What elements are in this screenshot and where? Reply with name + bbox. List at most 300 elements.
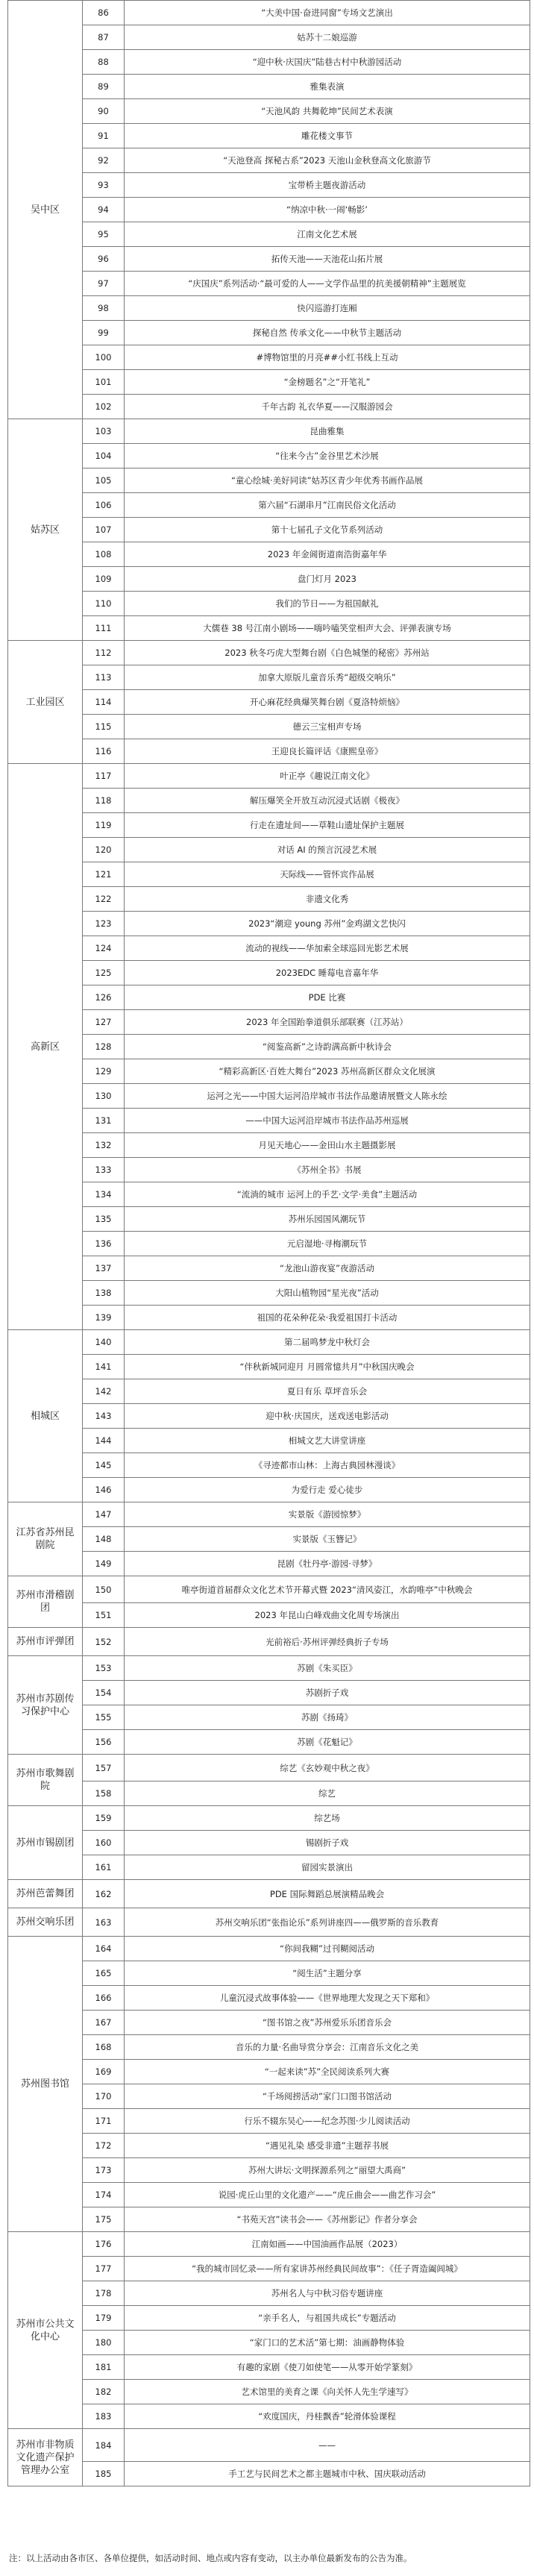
- activity-name: 为爱行走 爱心徒步: [125, 1478, 530, 1502]
- row-number: 91: [83, 124, 125, 148]
- row-number: 150: [83, 1576, 125, 1603]
- table-row: [8, 272, 530, 296]
- row-number: 155: [83, 1705, 125, 1730]
- row-number: 156: [83, 1730, 125, 1755]
- activity-name: 大儒巷 38 号江南小剧场——嗨吟嗑笑堂相声大会、评弹表演专场: [125, 616, 530, 641]
- table-row: [8, 198, 530, 222]
- activity-name: 2023 年全国跆拳道俱乐部联赛（江苏站）: [125, 1010, 530, 1035]
- activity-name: 雕花楼文事节: [125, 124, 530, 148]
- table-row: [8, 1961, 530, 1986]
- row-number: 119: [83, 813, 125, 838]
- activity-name: 元启湿地·寻梅潮玩节: [125, 1232, 530, 1256]
- table-row: [8, 739, 530, 764]
- row-number: 159: [83, 1806, 125, 1831]
- row-number: 111: [83, 616, 125, 641]
- activity-name: “欢度国庆，丹桂飘香”轮滑体验课程: [125, 2404, 530, 2429]
- activity-name: #博物馆里的月亮##小红书线上互动: [125, 345, 530, 370]
- row-number: 172: [83, 2134, 125, 2158]
- activity-name: 苏剧《朱买臣》: [125, 1656, 530, 1681]
- footnote: 注：以上活动由各市区、各单位提供，如活动时间、地点或内容有变动，以主办单位最新发布的公告为准。: [9, 2553, 412, 2563]
- row-number: 95: [83, 222, 125, 247]
- activity-name: 《寻迹都市山林：上海古典园林漫谈》: [125, 1453, 530, 1478]
- activity-name: 加拿大原版儿童音乐秀“超级交响乐”: [125, 665, 530, 690]
- district-cell: 苏州市公共文化中心: [8, 2232, 83, 2429]
- activity-name: “一起来读”苏”全民阅读系列大赛: [125, 2060, 530, 2084]
- row-number: 127: [83, 1010, 125, 1035]
- row-number: 117: [83, 764, 125, 789]
- activity-name: “童心绘城·美好同读”姑苏区青少年优秀书画作品展: [125, 468, 530, 493]
- activity-name: “龙池山游夜宴”夜游活动: [125, 1256, 530, 1281]
- row-number: 96: [83, 247, 125, 272]
- table-row: [8, 1755, 530, 1781]
- row-number: 131: [83, 1109, 125, 1133]
- table-row: [8, 1527, 530, 1552]
- table-row: [8, 1831, 530, 1855]
- table-row: [8, 99, 530, 124]
- row-number: 101: [83, 370, 125, 395]
- table-row: [8, 1937, 530, 1961]
- table-row: [8, 1656, 530, 1681]
- activity-name: 开心麻花经典爆笑舞台剧《夏洛特烦恼》: [125, 690, 530, 715]
- row-number: 146: [83, 1478, 125, 1502]
- activity-name: 实景版《游园惊梦》: [125, 1502, 530, 1527]
- table-row: [8, 616, 530, 641]
- row-number: 176: [83, 2232, 125, 2257]
- table-row: [8, 1355, 530, 1379]
- table-row: [8, 1404, 530, 1429]
- row-number: 104: [83, 444, 125, 468]
- row-number: 139: [83, 1306, 125, 1330]
- activity-name: 有趣的家剧《使刀如使笔——从零开始学篆刻》: [125, 2355, 530, 2380]
- row-number: 154: [83, 1681, 125, 1705]
- activity-name: 运河之光——中国大运河沿岸城市书法作品邀请展暨文人陈永绘: [125, 1084, 530, 1109]
- row-number: 158: [83, 1781, 125, 1806]
- table-row: [8, 2011, 530, 2035]
- table-row: [8, 1330, 530, 1355]
- table-row: [8, 50, 530, 75]
- activity-name: “庆国庆”系列活动·“最可爱的人——文学作品里的抗美援朝精神”主题展览: [125, 272, 530, 296]
- row-number: 103: [83, 419, 125, 444]
- events-document: [7, 0, 530, 2486]
- activity-name: “纳凉中秋·一闹‘畅影’: [125, 198, 530, 222]
- row-number: 143: [83, 1404, 125, 1429]
- table-row: [8, 862, 530, 887]
- activity-name: 第二届鸣梦龙中秋灯会: [125, 1330, 530, 1355]
- activity-name: 苏州交响乐团“张指论乐”系列讲座四——俄罗斯的音乐教育: [125, 1908, 530, 1937]
- table-row: [8, 1806, 530, 1831]
- row-number: 161: [83, 1855, 125, 1880]
- activity-name: PDE 国际舞蹈总展演精品晚会: [125, 1880, 530, 1908]
- row-number: 109: [83, 567, 125, 592]
- table-row: [8, 1730, 530, 1755]
- activity-name: 千年古韵 礼衣华夏——汉服游园会: [125, 395, 530, 419]
- activity-name: 锡剧折子戏: [125, 1831, 530, 1855]
- district-cell: 苏州市评弹团: [8, 1628, 83, 1656]
- activity-name: 留园实景演出: [125, 1855, 530, 1880]
- row-number: 94: [83, 198, 125, 222]
- row-number: 97: [83, 272, 125, 296]
- table-row: [8, 961, 530, 985]
- table-row: [8, 1010, 530, 1035]
- activity-name: 说园·虎丘山里的文化遗产——“虎丘曲会——曲艺作习会”: [125, 2183, 530, 2207]
- district-cell: 苏州芭蕾舞团: [8, 1880, 83, 1908]
- activity-name: 王迎良长篇评话《康熙皇帝》: [125, 739, 530, 764]
- table-row: [8, 2380, 530, 2404]
- table-row: [8, 75, 530, 99]
- activity-name: 姑苏十二娘巡游: [125, 25, 530, 50]
- table-row: [8, 1908, 530, 1937]
- table-row: [8, 493, 530, 518]
- district-cell: 苏州图书馆: [8, 1937, 83, 2232]
- row-number: 90: [83, 99, 125, 124]
- activity-name: “往来今古”金谷里艺术沙展: [125, 444, 530, 468]
- row-number: 87: [83, 25, 125, 50]
- activity-name: “流淌的城市 运河上的手艺·文学·美食”主题活动: [125, 1182, 530, 1207]
- table-row: [8, 370, 530, 395]
- activity-name: 我们的节日——为祖国献礼: [125, 592, 530, 616]
- activity-name: ——: [125, 2429, 530, 2462]
- row-number: 113: [83, 665, 125, 690]
- activity-name: 对话 AI 的预言沉浸艺术展: [125, 838, 530, 862]
- activity-name: “千场阅捞活动”家门口图书馆活动: [125, 2084, 530, 2109]
- activity-name: “迎中秋·庆国庆”陆巷古村中秋游园活动: [125, 50, 530, 75]
- row-number: 164: [83, 1937, 125, 1961]
- activity-name: 手工艺与民间艺术之都主题城市中秋、国庆联动活动: [125, 2462, 530, 2486]
- table-row: [8, 1478, 530, 1502]
- table-row: [8, 715, 530, 739]
- row-number: 177: [83, 2257, 125, 2281]
- table-row: [8, 444, 530, 468]
- activity-name: 探秘自然 传承文化——中秋节主题活动: [125, 321, 530, 345]
- district-cell: 苏州市非物质文化遗产保护管理办公室: [8, 2429, 83, 2486]
- table-row: [8, 296, 530, 321]
- table-row: [8, 1855, 530, 1880]
- table-row: [8, 2355, 530, 2380]
- activity-name: “伴秋新城同迎月 月圆常憶共月”中秋国庆晚会: [125, 1355, 530, 1379]
- row-number: 125: [83, 961, 125, 985]
- table-row: [8, 1, 530, 25]
- table-row: [8, 222, 530, 247]
- district-cell: 江苏省苏州昆剧院: [8, 1502, 83, 1576]
- table-row: [8, 1880, 530, 1908]
- table-row: [8, 1158, 530, 1182]
- table-row: [8, 936, 530, 961]
- row-number: 107: [83, 518, 125, 542]
- district-cell: 苏州市苏剧传习保护中心: [8, 1656, 83, 1755]
- table-row: [8, 985, 530, 1010]
- table-row: [8, 2331, 530, 2355]
- activity-name: “家门口的艺术活”第七期：油画静物体验: [125, 2331, 530, 2355]
- row-number: 93: [83, 173, 125, 198]
- activity-name: 祖国的花朵种花朵·我爱祖国打卡活动: [125, 1306, 530, 1330]
- activity-name: 解压爆笑全开放互动沉浸式话剧《极夜》: [125, 789, 530, 813]
- table-row: [8, 2281, 530, 2306]
- table-row: [8, 2084, 530, 2109]
- row-number: 135: [83, 1207, 125, 1232]
- row-number: 181: [83, 2355, 125, 2380]
- table-row: [8, 124, 530, 148]
- table-row: [8, 690, 530, 715]
- activity-name: “天池登高 探秘古系”2023 天池山金秋登高文化旅游节: [125, 148, 530, 173]
- row-number: 157: [83, 1755, 125, 1781]
- row-number: 173: [83, 2158, 125, 2183]
- activity-name: “天池风韵 共舞乾坤”民间艺术表演: [125, 99, 530, 124]
- row-number: 142: [83, 1379, 125, 1404]
- activity-name: 儿童沉浸式故事体验——《世界地理大发现之天下郑和》: [125, 1986, 530, 2011]
- table-row: [8, 1281, 530, 1306]
- table-row: [8, 345, 530, 370]
- activity-name: 第十七届孔子文化节系列活动: [125, 518, 530, 542]
- table-row: [8, 1429, 530, 1453]
- row-number: 147: [83, 1502, 125, 1527]
- table-row: [8, 665, 530, 690]
- row-number: 165: [83, 1961, 125, 1986]
- activity-name: “书苑天宫”读书会——《苏州影记》作者分享会: [125, 2207, 530, 2232]
- row-number: 167: [83, 2011, 125, 2035]
- row-number: 108: [83, 542, 125, 567]
- district-cell: 高新区: [8, 764, 83, 1330]
- row-number: 174: [83, 2183, 125, 2207]
- table-row: [8, 1628, 530, 1656]
- activity-name: 昆曲雅集: [125, 419, 530, 444]
- district-cell: 苏州市锡剧团: [8, 1806, 83, 1880]
- table-row: [8, 1182, 530, 1207]
- row-number: 162: [83, 1880, 125, 1908]
- row-number: 105: [83, 468, 125, 493]
- table-row: [8, 2060, 530, 2084]
- row-number: 168: [83, 2035, 125, 2060]
- table-row: [8, 148, 530, 173]
- activity-name: 综艺: [125, 1781, 530, 1806]
- row-number: 92: [83, 148, 125, 173]
- activity-name: 雅集表演: [125, 75, 530, 99]
- row-number: 137: [83, 1256, 125, 1281]
- row-number: 134: [83, 1182, 125, 1207]
- activity-name: PDE 比赛: [125, 985, 530, 1010]
- activity-name: 苏剧折子戏: [125, 1681, 530, 1705]
- activity-name: 相城文艺大讲堂讲座: [125, 1429, 530, 1453]
- row-number: 112: [83, 641, 125, 665]
- activity-name: 实景版《玉簪记》: [125, 1527, 530, 1552]
- activity-name: 迎中秋·庆国庆，送戏送电影活动: [125, 1404, 530, 1429]
- activity-name: 苏州名人与中秋习俗专题讲座: [125, 2281, 530, 2306]
- row-number: 152: [83, 1628, 125, 1656]
- row-number: 184: [83, 2429, 125, 2462]
- table-row: [8, 789, 530, 813]
- activity-name: 2023 秋冬巧虎大型舞台剧《白色城堡的秘密》苏州站: [125, 641, 530, 665]
- row-number: 180: [83, 2331, 125, 2355]
- activity-name: 行走在遗址间——草鞋山遗址保护主题展: [125, 813, 530, 838]
- table-row: [8, 1379, 530, 1404]
- table-row: [8, 2207, 530, 2232]
- district-cell: 姑苏区: [8, 419, 83, 641]
- activity-name: 江南文化艺术展: [125, 222, 530, 247]
- activity-name: 江南如画——中国油画作品展（2023）: [125, 2232, 530, 2257]
- table-row: [8, 2429, 530, 2462]
- table-row: [8, 2158, 530, 2183]
- table-row: [8, 912, 530, 936]
- activity-name: 昆剧《牡丹亭·游园·寻梦》: [125, 1552, 530, 1576]
- events-table: [7, 0, 530, 2486]
- activity-name: 夏日有乐 草坪音乐会: [125, 1379, 530, 1404]
- activity-name: 苏州大讲坛·文明探源系列之“丽望大禹商”: [125, 2158, 530, 2183]
- activity-name: 行乐不辍东吴心——纪念苏图·少儿阅读活动: [125, 2109, 530, 2134]
- activity-name: 2023EDC 睡莓电音嘉年华: [125, 961, 530, 985]
- table-row: [8, 542, 530, 567]
- table-row: [8, 567, 530, 592]
- table-row: [8, 813, 530, 838]
- district-cell: 苏州市歌舞剧院: [8, 1755, 83, 1806]
- activity-name: 大阳山植物园“星光夜”活动: [125, 1281, 530, 1306]
- table-row: [8, 321, 530, 345]
- table-row: [8, 419, 530, 444]
- activity-name: “阅鉴高新”之诗韵满高新中秋诗会: [125, 1035, 530, 1059]
- activity-name: 月见天地心——金田山水主题摄影展: [125, 1133, 530, 1158]
- row-number: 133: [83, 1158, 125, 1182]
- activity-name: “金榜题名”之“开笔礼”: [125, 370, 530, 395]
- activity-name: “阅生活”主题分享: [125, 1961, 530, 1986]
- activity-name: “图书馆之夜”苏州爱乐乐团音乐会: [125, 2011, 530, 2035]
- activity-name: 《苏州全书》书展: [125, 1158, 530, 1182]
- row-number: 118: [83, 789, 125, 813]
- row-number: 166: [83, 1986, 125, 2011]
- table-row: [8, 1552, 530, 1576]
- table-row: [8, 1084, 530, 1109]
- table-row: [8, 1603, 530, 1628]
- district-cell: 相城区: [8, 1330, 83, 1502]
- row-number: 171: [83, 2109, 125, 2134]
- table-row: [8, 173, 530, 198]
- table-row: [8, 2404, 530, 2429]
- row-number: 122: [83, 887, 125, 912]
- table-row: [8, 592, 530, 616]
- row-number: 185: [83, 2462, 125, 2486]
- table-row: [8, 395, 530, 419]
- district-cell: 苏州市滑稽剧团: [8, 1576, 83, 1628]
- table-row: [8, 25, 530, 50]
- row-number: 130: [83, 1084, 125, 1109]
- row-number: 116: [83, 739, 125, 764]
- activity-name: “我的城市回忆录——所有家讲苏州经典民间故事”：《任子胥造阖闾城》: [125, 2257, 530, 2281]
- row-number: 183: [83, 2404, 125, 2429]
- row-number: 140: [83, 1330, 125, 1355]
- table-row: [8, 2462, 530, 2486]
- activity-name: 第六届“石湖串月”江南民俗文化活动: [125, 493, 530, 518]
- table-row: [8, 247, 530, 272]
- table-row: [8, 1133, 530, 1158]
- table-row: [8, 1256, 530, 1281]
- table-row: [8, 1502, 530, 1527]
- row-number: 128: [83, 1035, 125, 1059]
- activity-name: 非遗文化秀: [125, 887, 530, 912]
- row-number: 99: [83, 321, 125, 345]
- activity-name: “你间我糊”过刊糊阅活动: [125, 1937, 530, 1961]
- row-number: 179: [83, 2306, 125, 2331]
- district-cell: 工业园区: [8, 641, 83, 764]
- activity-name: 艺术馆里的美育之课《向关怀人先生学速写》: [125, 2380, 530, 2404]
- activity-name: 综艺《玄妙观中秋之夜》: [125, 1755, 530, 1781]
- activity-name: 2023 年昆山白峰戏曲文化周专场演出: [125, 1603, 530, 1628]
- row-number: 160: [83, 1831, 125, 1855]
- row-number: 153: [83, 1656, 125, 1681]
- row-number: 182: [83, 2380, 125, 2404]
- row-number: 126: [83, 985, 125, 1010]
- row-number: 145: [83, 1453, 125, 1478]
- row-number: 178: [83, 2281, 125, 2306]
- table-row: [8, 1306, 530, 1330]
- row-number: 163: [83, 1908, 125, 1937]
- table-row: [8, 641, 530, 665]
- row-number: 148: [83, 1527, 125, 1552]
- table-row: [8, 2134, 530, 2158]
- table-row: [8, 1705, 530, 1730]
- table-row: [8, 1109, 530, 1133]
- row-number: 129: [83, 1059, 125, 1084]
- row-number: 98: [83, 296, 125, 321]
- row-number: 144: [83, 1429, 125, 1453]
- activity-name: 宝带桥主题夜游活动: [125, 173, 530, 198]
- activity-name: 苏剧《花魁记》: [125, 1730, 530, 1755]
- row-number: 132: [83, 1133, 125, 1158]
- activity-name: 苏州乐园国风潮玩节: [125, 1207, 530, 1232]
- table-row: [8, 1986, 530, 2011]
- row-number: 89: [83, 75, 125, 99]
- table-row: [8, 2109, 530, 2134]
- row-number: 86: [83, 1, 125, 25]
- activity-name: 拓传天池——天池花山拓片展: [125, 247, 530, 272]
- activity-name: 2023 年金阊街道南浩街嘉年华: [125, 542, 530, 567]
- district-cell: 吴中区: [8, 1, 83, 419]
- row-number: 138: [83, 1281, 125, 1306]
- activity-name: ——中国大运河沿岸城市书法作品苏州巡展: [125, 1109, 530, 1133]
- activity-name: 盘门灯月 2023: [125, 567, 530, 592]
- table-row: [8, 518, 530, 542]
- row-number: 88: [83, 50, 125, 75]
- activity-name: “精彩高新区·百姓大舞台”2023 苏州高新区群众文化展演: [125, 1059, 530, 1084]
- row-number: 151: [83, 1603, 125, 1628]
- row-number: 106: [83, 493, 125, 518]
- row-number: 124: [83, 936, 125, 961]
- activity-name: 音乐的力量·名曲导赏分享会：江南音乐文化之美: [125, 2035, 530, 2060]
- table-row: [8, 1781, 530, 1806]
- activity-name: 光前裕后·苏州评弹经典折子专场: [125, 1628, 530, 1656]
- table-row: [8, 2257, 530, 2281]
- activity-name: 德云三宝相声专场: [125, 715, 530, 739]
- district-cell: 苏州交响乐团: [8, 1908, 83, 1937]
- table-row: [8, 1207, 530, 1232]
- table-row: [8, 1059, 530, 1084]
- activity-name: 苏剧《扬琦》: [125, 1705, 530, 1730]
- activity-name: 2023“潮迎 young 苏州”金鸡湖文艺快闪: [125, 912, 530, 936]
- activity-name: 综艺场: [125, 1806, 530, 1831]
- row-number: 149: [83, 1552, 125, 1576]
- activity-name: “大美中国·奋进同窗”专场文艺演出: [125, 1, 530, 25]
- table-row: [8, 2035, 530, 2060]
- row-number: 115: [83, 715, 125, 739]
- table-row: [8, 1681, 530, 1705]
- row-number: 141: [83, 1355, 125, 1379]
- activity-name: 流动的视线——华加索全球巡回光影艺术展: [125, 936, 530, 961]
- table-row: [8, 468, 530, 493]
- table-row: [8, 1576, 530, 1603]
- table-row: [8, 2306, 530, 2331]
- row-number: 175: [83, 2207, 125, 2232]
- table-row: [8, 838, 530, 862]
- table-row: [8, 764, 530, 789]
- row-number: 110: [83, 592, 125, 616]
- activity-name: “遇见礼染 感受非遗”主题荐书展: [125, 2134, 530, 2158]
- row-number: 136: [83, 1232, 125, 1256]
